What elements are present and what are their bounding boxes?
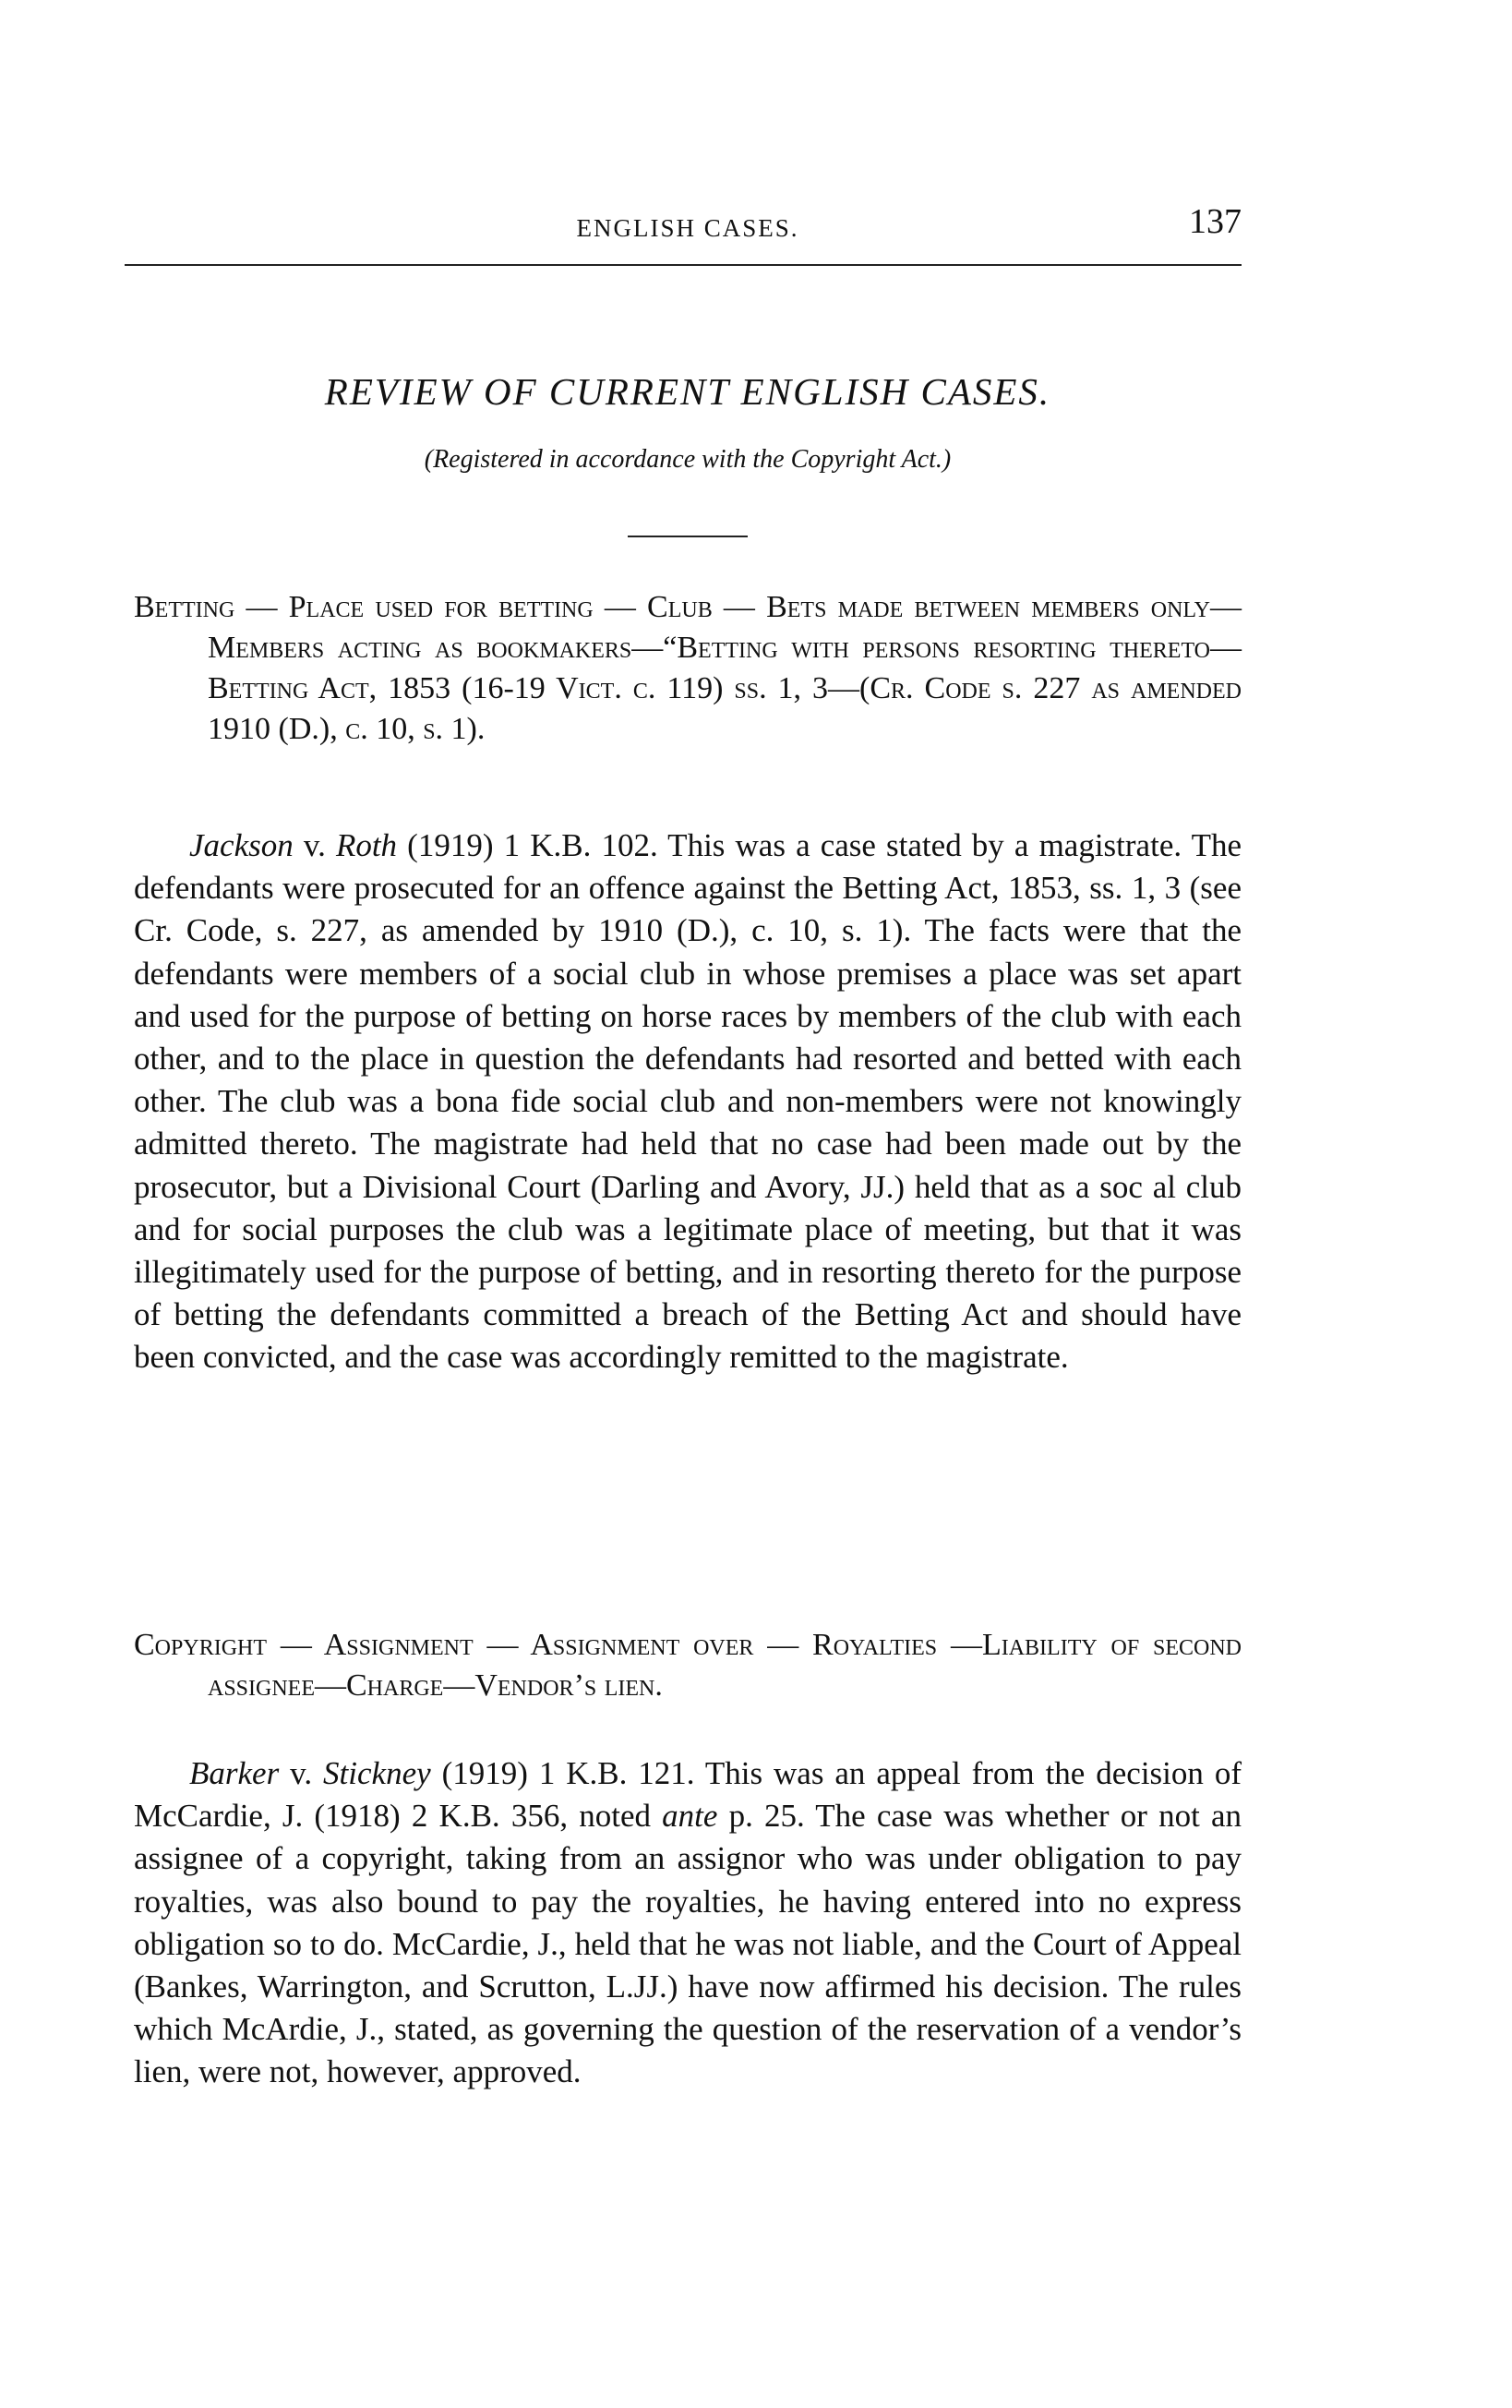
page-number: 137 [1189,202,1242,241]
case-headnote: Copyright — Assignment — Assignment over — Royalties —Liability of second assignee—Charge—Vendor’s lien. [134,1628,1242,1703]
case-party-plaintiff: Barker [189,1755,280,1791]
title-rule [628,536,748,537]
case-versus: v. [279,1755,324,1791]
ante-reference: ante [662,1798,718,1835]
running-title: ENGLISH CASES. [576,214,799,242]
header-rule [125,264,1242,266]
running-head [134,201,1242,257]
case-party-plaintiff: Jackson [189,827,294,863]
case-report [134,1752,1242,2094]
section-title: REVIEW OF CURRENT ENGLISH CASES. [324,370,1051,413]
case-text: (1919) 1 K.B. 102. This was a case stated by a magistrate. The defendants were prosecuted for an offence against the Betting Act, 1853, ss. 1, 3 (see Cr. Code, s. 227, as amended by 1910 (D.), c. 10, s. 1). The facts were that the defendants were members of a social club in whose premises a place was set apart and used for the purpose of betting on horse races by members of the club with each other, and to the place in question the defendants had resorted and betted with each other. The club was a bona fide social club and non-members were not knowingly admitted thereto. The magistrate had held that no case had been made out by the prosecutor, but a Divisional Court (Darling and Avory, JJ.) held that as a soc al club and for social purposes the club was a legitimate place of meeting, but that it was illegitimately used for the purpose of betting, and in resorting thereto for the purpose of betting the defendants committed a breach of the Betting Act and should have been convicted, and the case was accordingly remitted to the magistrate. [134,827,1242,1376]
journal-page [134,0,1242,2408]
case-text: (1919) 1 K.B. 121. This was an appeal from the decision of McCardie, J. (1918) 2 K.B. 356, noted [134,1755,1242,1835]
case-party-defendant: Roth [335,827,398,863]
case-versus: v. [293,827,336,863]
copyright-note: (Registered in accordance with the Copyright Act.) [424,445,952,474]
case-text: p. 25. The case was whether or not an assignee of a copyright, taking from an assignor who was under obligation to pay royalties, was also bound to pay the royalties, he having entered into no express obligation so to do. McCardie, J., held that he was not liable, and the Court of Appeal (Bankes, Warrington, and Scrutton, L.JJ.) have now affirmed his decision. The rules which McArdie, J., stated, as governing the question of the reservation of a vendor’s lien, were not, however, approved. [134,1798,1242,2090]
case-party-defendant: Stickney [323,1755,431,1791]
case-report [134,825,1242,1379]
case-headnote: Betting — Place used for betting — Club — Bets made between members only—Members acting as bookmakers—“Betting with persons resorting thereto— Betting Act, 1853 (16-19 Vict. c. 119) ss. 1, 3—(Cr. Code s. 227 as amended 1910 (D.), c. 10, s. 1). [134,590,1242,746]
